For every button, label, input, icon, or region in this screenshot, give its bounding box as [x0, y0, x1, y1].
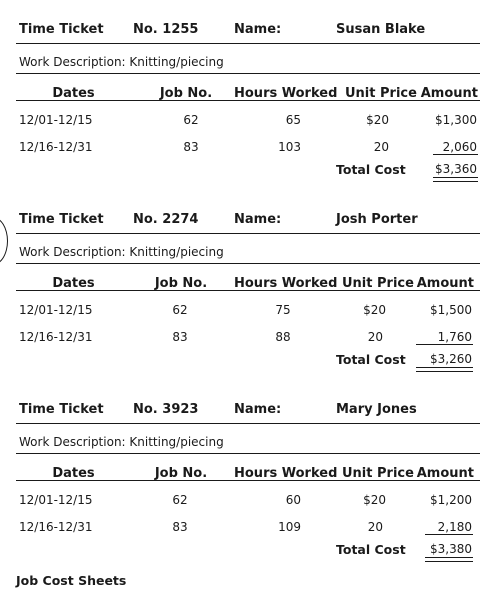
- col-header-hours: Hours Worked: [234, 86, 338, 101]
- employee-name: Josh Porter: [336, 212, 418, 227]
- col-header-amount: Amount: [416, 466, 474, 481]
- row-hours: 88: [275, 330, 291, 344]
- time-ticket: [16, 200, 480, 372]
- row-job: 62: [172, 303, 188, 317]
- divider: [16, 73, 480, 74]
- row-price: 20: [367, 520, 383, 534]
- divider: [16, 290, 480, 291]
- row-price: $20: [363, 303, 386, 317]
- work-description: Work Description: Knitting/piecing: [19, 55, 224, 69]
- col-header-price: Unit Price: [342, 276, 414, 291]
- row-dates: 12/01-12/15: [19, 303, 93, 317]
- divider: [16, 263, 480, 264]
- row-price: 20: [367, 330, 383, 344]
- subtotal-rule: [416, 344, 473, 345]
- col-header-dates: Dates: [52, 276, 95, 291]
- work-description: Work Description: Knitting/piecing: [19, 435, 224, 449]
- row-dates: 12/16-12/31: [19, 140, 93, 154]
- total-cost-label: Total Cost: [336, 352, 406, 367]
- divider: [16, 100, 480, 101]
- total-cost-label: Total Cost: [336, 542, 406, 557]
- work-description: Work Description: Knitting/piecing: [19, 245, 224, 259]
- row-amount: $1,500: [430, 303, 472, 317]
- row-hours: 75: [275, 303, 291, 317]
- row-job: 83: [172, 330, 188, 344]
- ticket-number: No. 2274: [133, 212, 199, 227]
- ticket-title: Time Ticket: [19, 22, 104, 37]
- col-header-amount: Amount: [416, 276, 474, 291]
- row-dates: 12/01-12/15: [19, 113, 93, 127]
- time-ticket: [16, 10, 480, 182]
- col-header-hours: Hours Worked: [234, 466, 338, 481]
- col-header-hours: Hours Worked: [234, 276, 338, 291]
- edge-circle-decoration: [0, 217, 8, 265]
- divider: [16, 43, 480, 44]
- row-amount: $1,200: [430, 493, 472, 507]
- divider: [16, 423, 480, 424]
- row-job: 83: [183, 140, 199, 154]
- employee-name: Susan Blake: [336, 22, 426, 37]
- row-hours: 103: [278, 140, 301, 154]
- row-hours: 60: [285, 493, 301, 507]
- total-cost-label: Total Cost: [336, 162, 406, 177]
- total-cost-value: $3,380: [430, 542, 472, 556]
- col-header-amount: Amount: [420, 86, 478, 101]
- ticket-number: No. 1255: [133, 22, 199, 37]
- row-amount: $1,300: [435, 113, 477, 127]
- name-label: Name:: [234, 22, 282, 37]
- name-label: Name:: [234, 402, 282, 417]
- col-header-job: Job No.: [154, 276, 208, 291]
- row-hours: 65: [285, 113, 301, 127]
- name-label: Name:: [234, 212, 282, 227]
- row-amount: 1,760: [437, 330, 472, 344]
- row-price: $20: [363, 493, 386, 507]
- row-job: 62: [172, 493, 188, 507]
- col-header-job: Job No.: [159, 86, 213, 101]
- employee-name: Mary Jones: [336, 402, 417, 417]
- col-header-job: Job No.: [154, 466, 208, 481]
- row-price: $20: [366, 113, 389, 127]
- footer-label: Job Cost Sheets: [16, 573, 127, 588]
- col-header-dates: Dates: [52, 86, 95, 101]
- col-header-dates: Dates: [52, 466, 95, 481]
- row-hours: 109: [278, 520, 301, 534]
- ticket-number: No. 3923: [133, 402, 199, 417]
- total-cost-value: $3,260: [430, 352, 472, 366]
- row-price: 20: [373, 140, 389, 154]
- row-amount: 2,180: [437, 520, 472, 534]
- col-header-price: Unit Price: [342, 466, 414, 481]
- row-dates: 12/01-12/15: [19, 493, 93, 507]
- divider: [16, 233, 480, 234]
- double-underline: [425, 557, 473, 562]
- double-underline: [433, 177, 478, 182]
- row-job: 83: [172, 520, 188, 534]
- divider: [16, 480, 480, 481]
- row-dates: 12/16-12/31: [19, 330, 93, 344]
- ticket-title: Time Ticket: [19, 402, 104, 417]
- divider: [16, 453, 480, 454]
- row-job: 62: [183, 113, 199, 127]
- ticket-title: Time Ticket: [19, 212, 104, 227]
- total-cost-value: $3,360: [435, 162, 477, 176]
- subtotal-rule: [425, 534, 473, 535]
- subtotal-rule: [433, 154, 478, 155]
- col-header-price: Unit Price: [345, 86, 417, 101]
- row-amount: 2,060: [442, 140, 477, 154]
- time-ticket: [16, 390, 480, 562]
- row-dates: 12/16-12/31: [19, 520, 93, 534]
- double-underline: [416, 367, 473, 372]
